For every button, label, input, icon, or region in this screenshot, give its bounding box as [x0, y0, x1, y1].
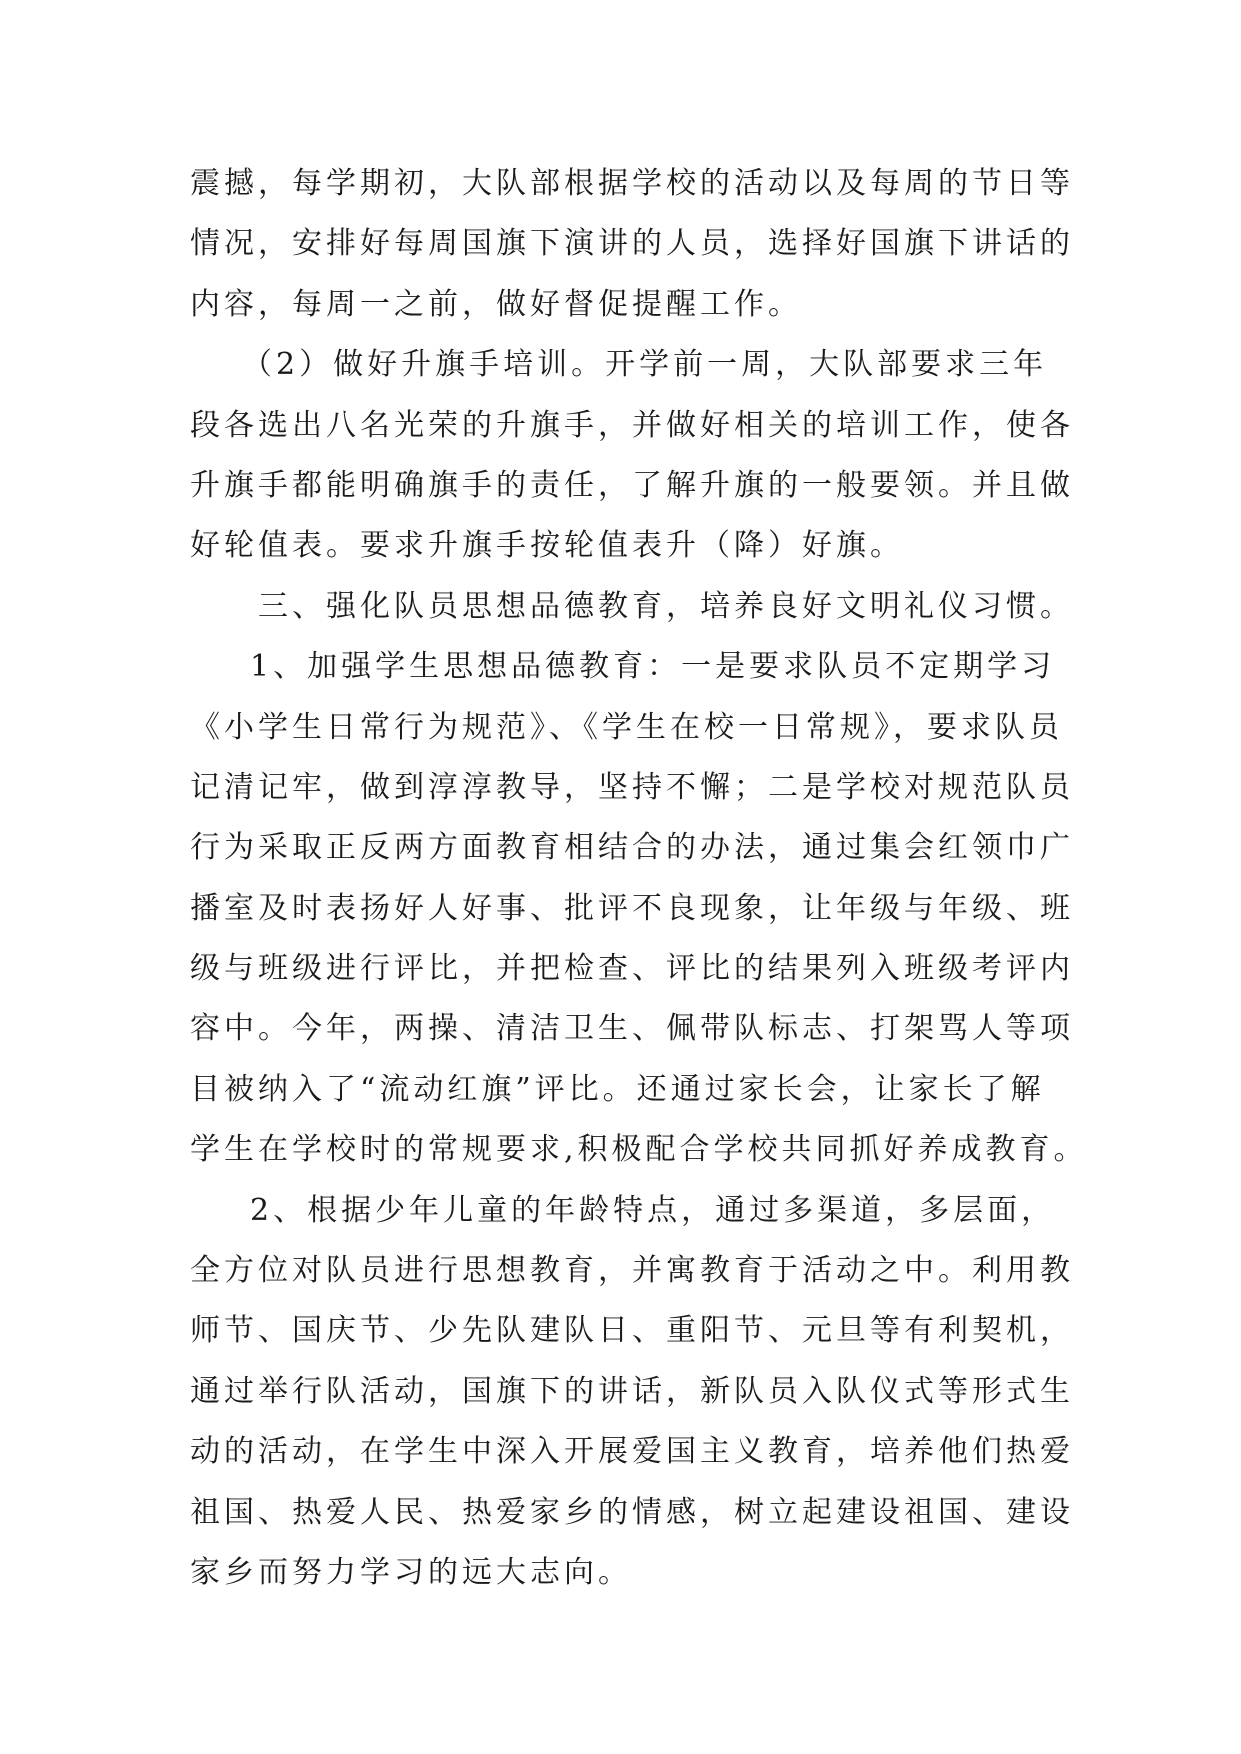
text-line: 《小学生日常行为规范》、《学生在校一日常规》，要求队员	[190, 709, 1063, 745]
text-line: 好轮值表。要求升旗手按轮值表升（降）好旗。	[190, 528, 904, 564]
text-line: 目被纳入了“流动红旗”评比。还通过家长会，让家长了解	[190, 1071, 1045, 1107]
text-line: 情况，安排好每周国旗下演讲的人员，选择好国旗下讲话的	[190, 226, 1074, 262]
text-line: 祖国、热爱人民、热爱家乡的情感，树立起建设祖国、建设	[190, 1494, 1074, 1530]
paragraph-start-line: （2）做好升旗手培训。开学前一周，大队部要求三年	[242, 347, 1048, 383]
text-line: 升旗手都能明确旗手的责任，了解升旗的一般要领。并且做	[190, 467, 1074, 503]
text-line: 内容，每周一之前，做好督促提醒工作。	[190, 286, 802, 322]
text-line: 段各选出八名光荣的升旗手，并做好相关的培训工作，使各	[190, 407, 1074, 443]
text-line: 记清记牢，做到淳淳教导，坚持不懈；二是学校对规范队员	[190, 769, 1074, 805]
text-line: 家乡而努力学习的远大志向。	[190, 1554, 632, 1590]
body-text	[190, 154, 1088, 1603]
section-heading: 三、强化队员思想品德教育，培养良好文明礼仪习惯。	[258, 588, 1074, 624]
paragraph-start-line: 1、加强学生思想品德教育：一是要求队员不定期学习	[250, 649, 1056, 685]
text-line: 播室及时表扬好人好事、批评不良现象，让年级与年级、班	[190, 890, 1074, 926]
text-line: 震撼，每学期初，大队部根据学校的活动以及每周的节日等	[190, 166, 1074, 201]
text-line: 全方位对队员进行思想教育，并寓教育于活动之中。利用教	[190, 1253, 1074, 1289]
text-line: 学生在学校时的常规要求,积极配合学校共同抓好养成教育。	[190, 1132, 1088, 1168]
text-line: 容中。今年，两操、清洁卫生、佩带队标志、打架骂人等项	[190, 1011, 1074, 1047]
text-line: 动的活动，在学生中深入开展爱国主义教育，培养他们热爱	[190, 1434, 1074, 1470]
text-line: 师节、国庆节、少先队建队日、重阳节、元旦等有利契机，	[190, 1313, 1074, 1349]
text-line: 行为采取正反两方面教育相结合的办法，通过集会红领巾广	[190, 830, 1074, 866]
text-line: 级与班级进行评比，并把检查、评比的结果列入班级考评内	[190, 951, 1074, 987]
paragraph-start-line: 2、根据少年儿童的年龄特点，通过多渠道，多层面，	[250, 1192, 1056, 1228]
text-line: 通过举行队活动，国旗下的讲话，新队员入队仪式等形式生	[190, 1373, 1074, 1409]
